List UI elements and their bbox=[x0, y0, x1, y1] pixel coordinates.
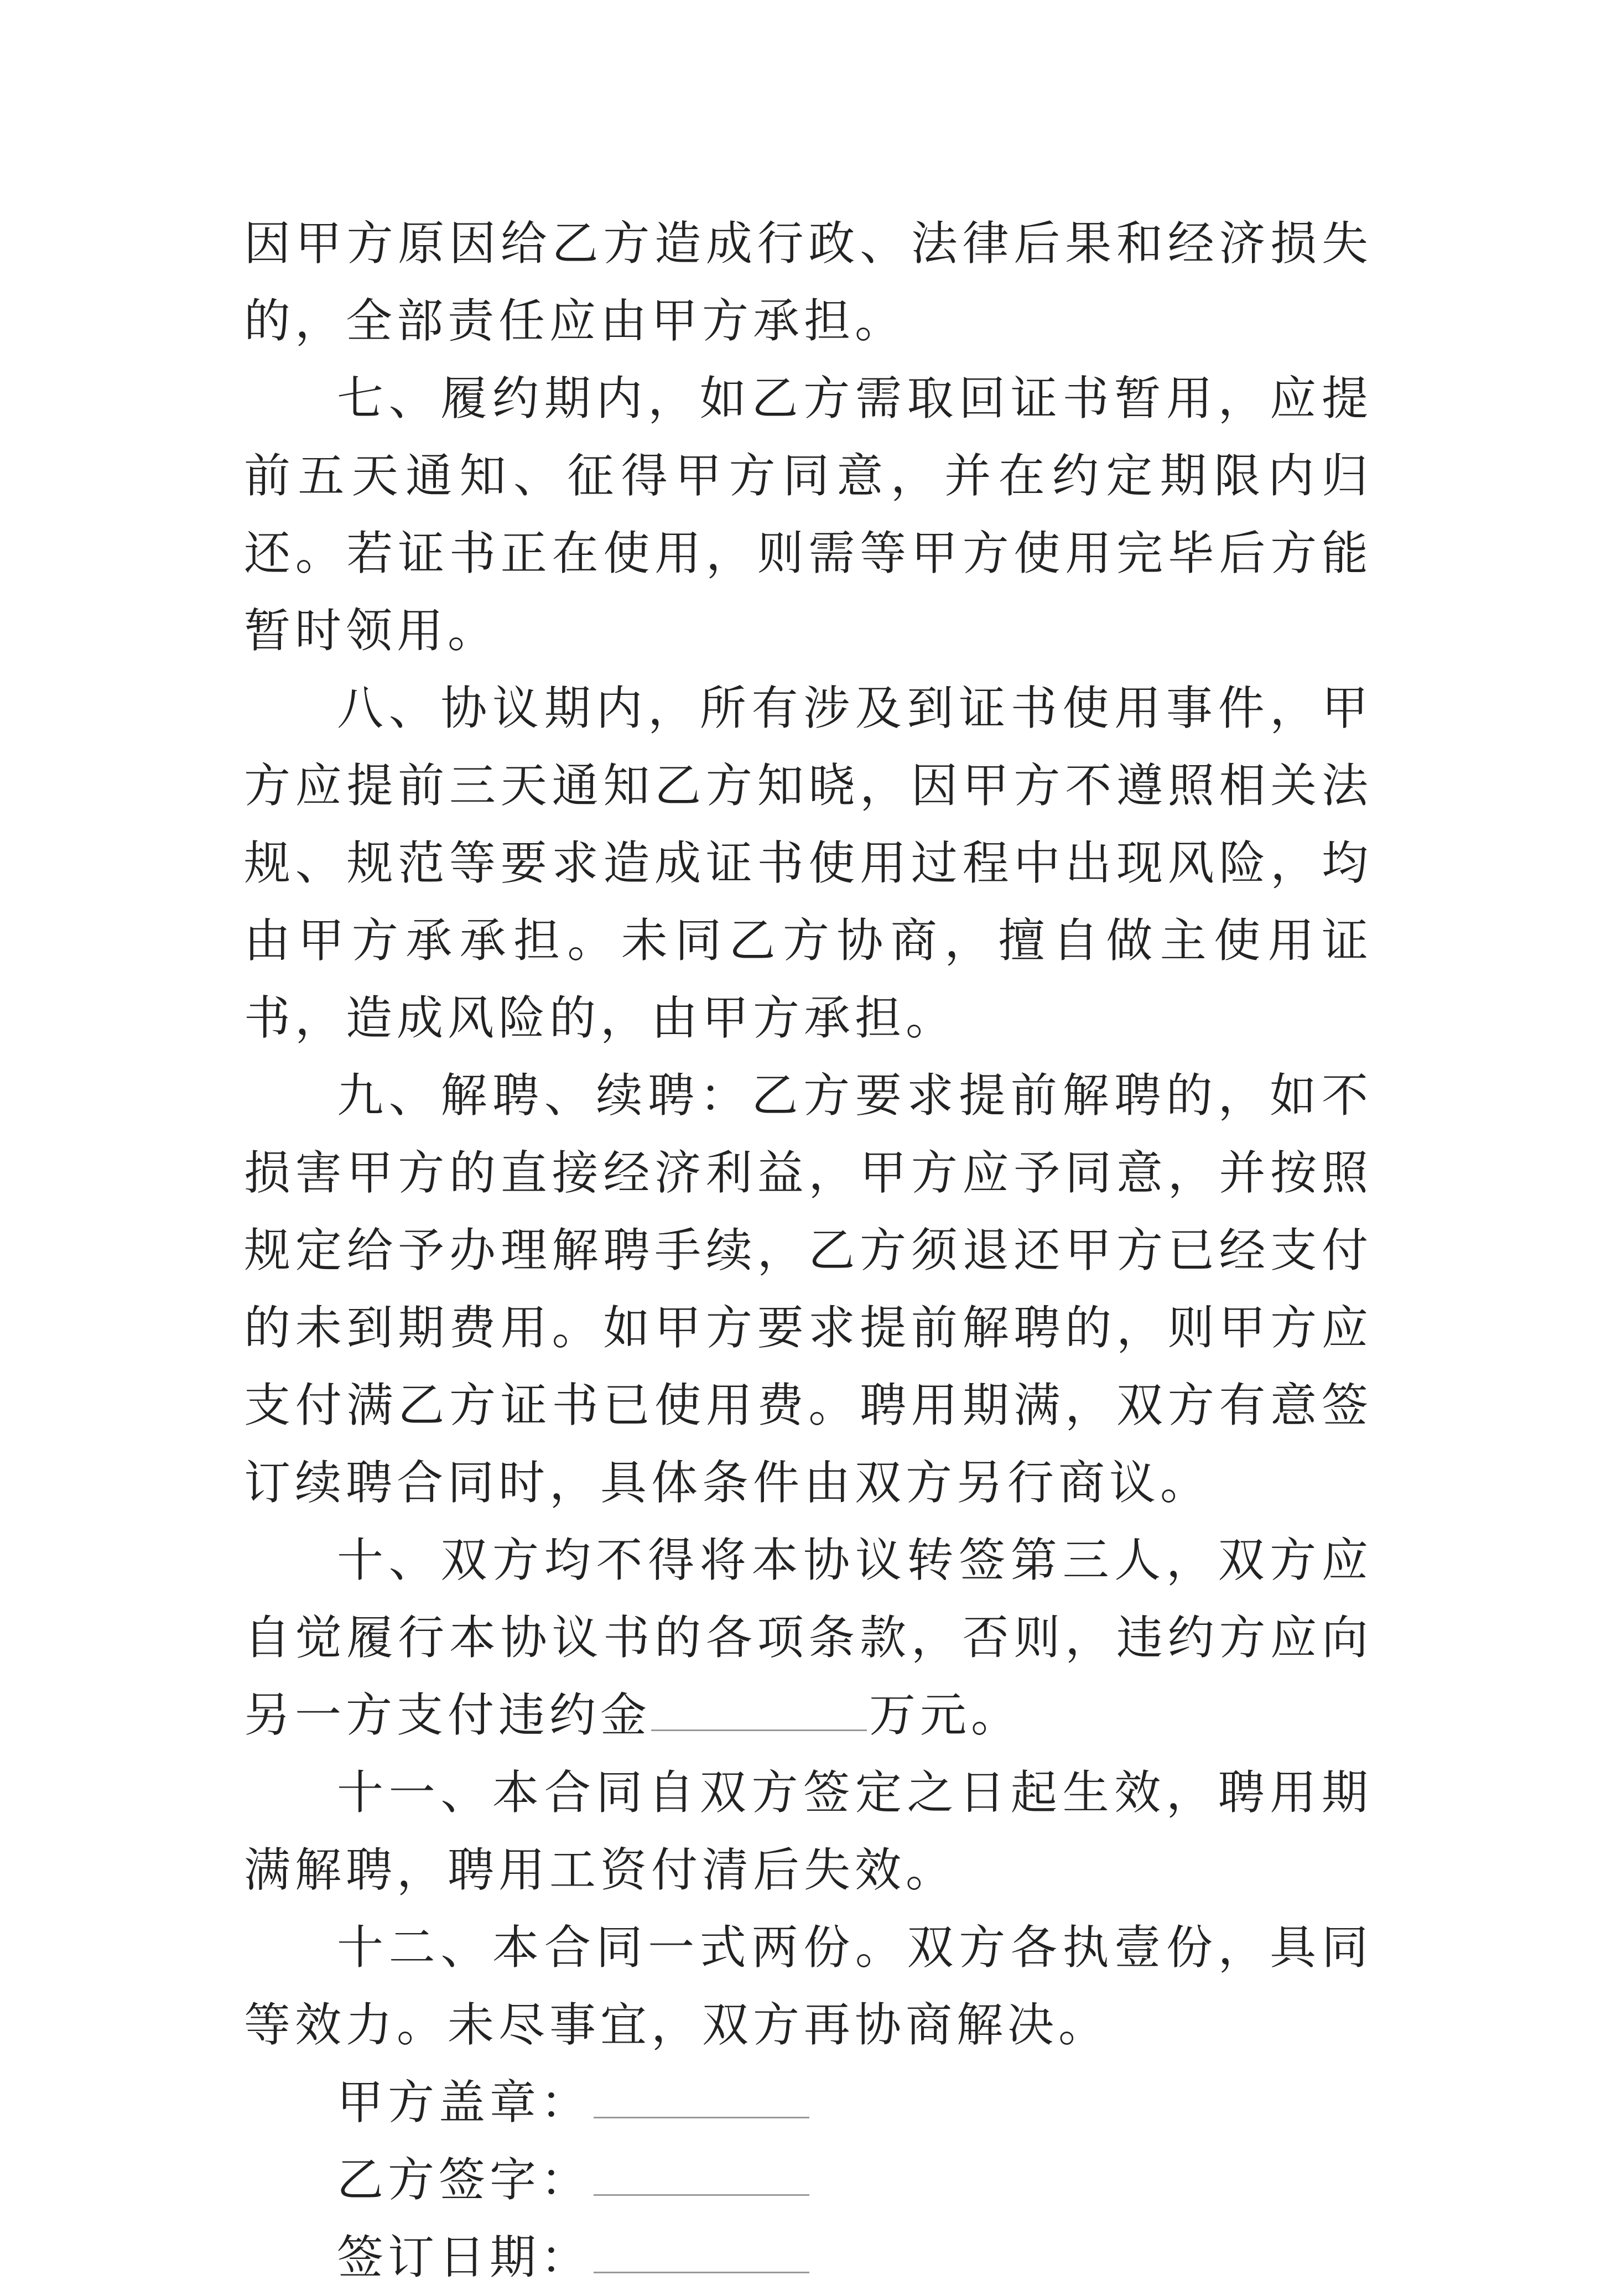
clause-8: 八、协议期内，所有涉及到证书使用事件，甲方应提前三天通知乙方知晓，因甲方不遵照相关法规、规范等要求造成证书使用过程中出现风险，均由甲方承承担。未同乙方协商，擅自做主使用证书，造成风险的，由甲方承担。 bbox=[244, 681, 1373, 1045]
clause-7: 七、履约期内，如乙方需取回证书暂用，应提前五天通知、征得甲方同意，并在约定期限内归还。若证书正在使用，则需等甲方使用完毕后方能暂时领用。 bbox=[244, 371, 1373, 658]
contract-body bbox=[244, 205, 1373, 2296]
clause-9: 九、解聘、续聘：乙方要求提前解聘的，如不损害甲方的直接经济利益，甲方应予同意，并按照规定给予办理解聘手续，乙方须退还甲方已经支付的未到期费用。如甲方要求提前解聘的，则甲方应支付满乙方证书已使用费。聘用期满，双方有意签订续聘合同时，具体条件由双方另行商议。 bbox=[244, 1068, 1373, 1510]
clause-10-unit: 万元。 bbox=[869, 1688, 1022, 1742]
party-a-seal-label: 甲方盖章： bbox=[337, 2075, 592, 2129]
penalty-amount-blank[interactable] bbox=[651, 1687, 867, 1731]
party-b-sign-blank[interactable] bbox=[594, 2152, 809, 2196]
party-a-seal-row bbox=[244, 2064, 1373, 2141]
party-a-seal-blank[interactable] bbox=[594, 2075, 809, 2118]
party-b-sign-label: 乙方签字： bbox=[337, 2153, 592, 2207]
clause-12: 十二、本合同一式两份。双方各执壹份，具同等效力。未尽事宜，双方再协商解决。 bbox=[244, 1920, 1373, 2052]
sign-date-blank[interactable] bbox=[594, 2230, 809, 2273]
clause-10 bbox=[244, 1521, 1373, 1754]
clause-11: 十一、本合同自双方签定之日起生效，聘用期满解聘，聘用工资付清后失效。 bbox=[244, 1765, 1373, 1897]
clause-10-text: 十、双方均不得将本协议转签第三人，双方应自觉履行本协议书的各项条款，否则，违约方应向另一方支付违约金 bbox=[244, 1533, 1373, 1742]
sign-date-row bbox=[244, 2219, 1373, 2296]
party-b-sign-row bbox=[244, 2141, 1373, 2219]
sign-date-label: 签订日期： bbox=[337, 2230, 592, 2284]
clause-6-continuation: 因甲方原因给乙方造成行政、法律后果和经济损失的，全部责任应由甲方承担。 bbox=[244, 216, 1373, 348]
